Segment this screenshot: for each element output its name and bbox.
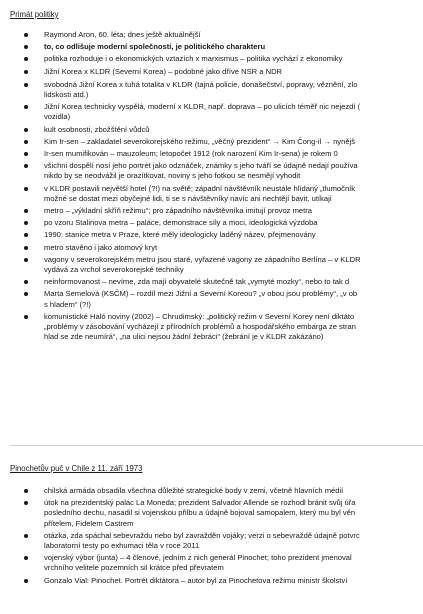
list-item — [0, 206, 423, 216]
bullet-icon — [24, 70, 28, 74]
list-item — [0, 42, 423, 52]
list-item-text: „problémy v zásobování vycházejí z přírodních problémů a hospodářského embarga ze stran — [44, 322, 356, 332]
list-item — [0, 30, 423, 40]
list-item — [0, 67, 423, 77]
list-item-text: Raymond Aron, 60. léta; dnes ještě aktuálnější — [44, 30, 201, 39]
list-item-text: s hladem“ (?!) — [44, 299, 91, 309]
list-item — [0, 553, 423, 573]
list-item-text: to, co odlišuje moderní společnosti, je politického charakteru — [44, 42, 266, 52]
list-item-text: hlad se zde neumírá“, „na ulici nejsou žádní žebráci“ (žebrání je v KLDR zakázáno) — [44, 332, 324, 342]
list-item — [0, 312, 423, 343]
list-item-text: Marta Semelová (KSČM) – rozdíl mezi Jižní a Severní Koreou? „v obou jsou problémy“, „v ob — [44, 289, 358, 299]
list-item-text: laboratorní testy po exhumaci těla v roce 2011 — [44, 541, 200, 551]
section-heading: Pinochetův puč v Chile z 11. září 1973 — [10, 464, 143, 473]
bullet-icon — [24, 105, 28, 109]
bullet-icon — [24, 534, 28, 538]
bullet-icon — [24, 258, 28, 262]
list-item-text: lidskosti atd.) — [44, 90, 89, 100]
bullet-icon — [24, 489, 28, 493]
bullet-icon — [24, 233, 28, 237]
list-item-text: komunistické Haló noviny (2002) – Chrudimský: „politický režim v Severní Korey není diktáto — [44, 311, 355, 321]
list-item-text: vydává za vrchol severokorejské techniky — [44, 265, 184, 275]
list-item-text: Kim Ir-sen – zakladatel severokorejského režimu, „věčný prezident“ → Kim Čong-il → nynějš — [44, 136, 356, 146]
list-item-text: přítelem, Fidelem Castrem — [44, 518, 134, 528]
list-item — [0, 498, 423, 529]
bullet-icon — [24, 246, 28, 250]
bullet-icon — [24, 83, 28, 87]
list-item-text: Gonzalo Vial: Pinochet. Portrét diktátora – autor byl za Pinochetova režimu ministr školství — [44, 575, 348, 585]
bullet-icon — [24, 315, 28, 319]
list-item-text: možné se dostat mezi obyčejné lidi, ti se s návštěvníky navíc ani nechtějí bavit, utíkají — [44, 193, 332, 203]
section-heading: Primát politiky — [10, 10, 59, 19]
list-item-text: vozidla) — [44, 112, 71, 122]
bullet-icon — [24, 164, 28, 168]
bullet-icon — [24, 128, 28, 132]
list-item-text: Ir-sen mumifikován – mauzoleum; letopočet 1912 (rok narození Kim Ir-sena) je rokem 0 — [44, 149, 338, 159]
list-item — [0, 149, 423, 159]
list-item — [0, 125, 423, 135]
list-item — [0, 277, 423, 287]
list-item-text: útok na prezidentský palác La Moneda; prezident Salvador Allende se rozhodl bránit svůj úřa — [44, 498, 356, 508]
list-item-text: kult osobnosti, zbožštění vůdců — [44, 124, 150, 134]
bullet-list — [0, 30, 423, 344]
list-item-text: všichni dospělí nosí jeho portrét jako odznáček, známky s jeho tváří se údajně nedají používa — [44, 161, 358, 171]
list-item-text: vagony v severokorejském metru jsou staré, vyřazené vagony ze západního Berlína – v KLDR — [44, 254, 361, 264]
list-item-text: metro stavěno i jako atomový kryt — [44, 242, 158, 252]
bullet-icon — [24, 292, 28, 296]
list-item — [0, 486, 423, 496]
list-item-text: Jižní Korea technicky vyspělá, moderní x KLDR, např. doprava – po ulicích téměř nic nejezdí ( — [44, 102, 361, 112]
bullet-icon — [24, 57, 28, 61]
bullet-icon — [24, 140, 28, 144]
list-item — [0, 184, 423, 204]
list-item — [0, 102, 423, 122]
bullet-icon — [24, 221, 28, 225]
list-item-text: vrchního velitele pozemních sil krátce před převratem — [44, 563, 224, 573]
list-item-text: posledního dechu, nasadil si vojenskou přilbu a údajně bojoval samopalem, který mu byl věn — [44, 508, 356, 518]
section-divider — [10, 445, 423, 446]
list-item-text: Jižní Korea x KLDR (Severní Korea) – podobné jako dříve NSR a NDR — [44, 66, 283, 76]
list-item — [0, 54, 423, 64]
list-item-text: 1990: stanice metra v Praze, které měly ideologicky laděný název, přejmenovány — [44, 230, 316, 240]
bullet-list — [0, 486, 423, 588]
list-item — [0, 230, 423, 240]
list-item — [0, 80, 423, 100]
bullet-icon — [24, 501, 28, 505]
bullet-icon — [24, 187, 28, 191]
bullet-icon — [24, 556, 28, 560]
list-item-text: v KLDR postavili největší hotel (?!) na světě; západní návštěvník neustále hlídaný „tlumočník — [44, 183, 356, 193]
list-item-text: chilská armáda obsadila všechna důležité strategické body v zemi, včetně hlavních médií — [44, 486, 344, 495]
list-item — [0, 255, 423, 275]
bullet-icon — [24, 45, 28, 49]
bullet-icon — [24, 209, 28, 213]
list-item-text: otázka, zda spáchal sebevraždu nebo byl zavražděn vojáky; verzi o sebevraždě údajně potvrc — [44, 530, 360, 540]
list-item-text: svobodná Jižní Korea x tuhá totalita v KLDR (tajná policie, donašečství, popravy, věznění, zlo — [44, 79, 358, 89]
list-item-text: nikdo by se neodvážil je orazítkovat, noviny s jeho fotkou se nesmějí vyhodit — [44, 171, 301, 181]
list-item-text: politika rozhoduje i o ekonomických vztazích x marxismus – politika vychází z ekonomiky — [44, 54, 343, 64]
list-item — [0, 218, 423, 228]
bullet-icon — [24, 33, 28, 37]
bullet-icon — [24, 280, 28, 284]
bullet-icon — [24, 579, 28, 583]
list-item — [0, 531, 423, 551]
list-item-text: vojenský výbor (junta) – 4 členové, jedním z nich generál Pinochet; toho prezident jmenoval — [44, 553, 352, 563]
list-item-text: metro – „výkladní skříň režimu“; pro západního návštěvníka imitují provoz metra — [44, 206, 312, 216]
list-item — [0, 243, 423, 253]
bullet-icon — [24, 152, 28, 156]
list-item-text: neinformovanost – nevíme, zda mají obyvatelé skutečně tak „vymyté mozky“, nebo to tak d — [44, 277, 350, 287]
list-item — [0, 289, 423, 309]
list-item — [0, 576, 423, 586]
list-item — [0, 161, 423, 181]
list-item-text: po vzoru Stalinova metra – paláce, demonstrace síly a moci, ideologická výzdoba — [44, 218, 318, 228]
list-item — [0, 137, 423, 147]
